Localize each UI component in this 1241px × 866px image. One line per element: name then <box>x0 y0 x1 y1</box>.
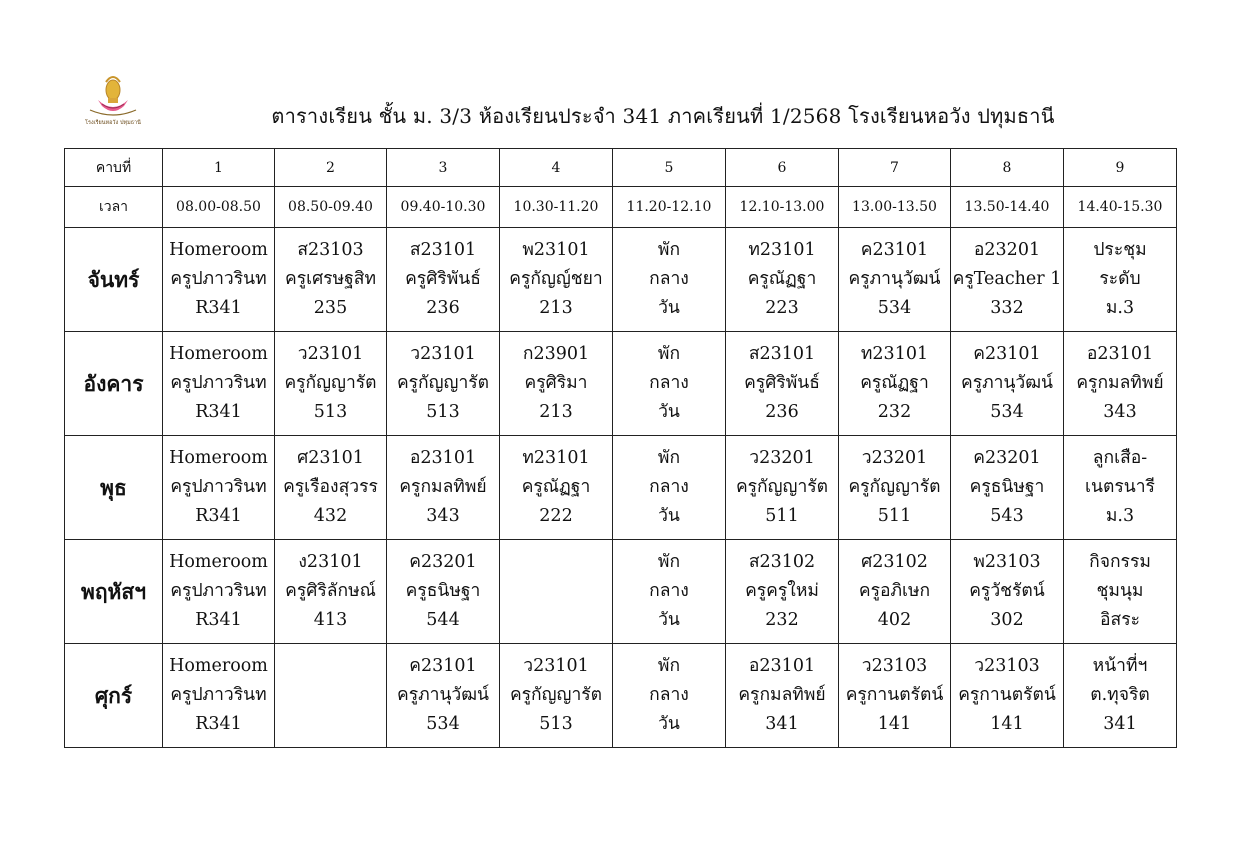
teacher-name: ครูปภาวรินท <box>170 581 267 601</box>
subject-code: ท23101 <box>522 448 590 468</box>
class-cell <box>387 540 500 644</box>
room-number: วัน <box>658 714 680 734</box>
teacher-name: ครูภานุวัฒน์ <box>960 373 1054 393</box>
timetable <box>64 148 1177 748</box>
room-number: 534 <box>877 298 912 318</box>
room-number <box>275 710 386 739</box>
teacher-name: ครูณัฏฐา <box>860 373 929 393</box>
teacher-name: กลาง <box>649 477 689 497</box>
teacher-name: ครูกัญญ์ชยา <box>509 269 603 289</box>
room-number: 544 <box>426 610 460 630</box>
class-cell <box>951 436 1064 540</box>
subject-code: อ23101 <box>748 656 816 676</box>
period-number: 7 <box>839 149 951 187</box>
room-number: วัน <box>658 506 680 526</box>
teacher-name: กลาง <box>649 269 689 289</box>
class-cell <box>387 436 500 540</box>
period-number: 4 <box>500 149 613 187</box>
room-number: 213 <box>539 298 573 318</box>
class-cell <box>500 644 613 748</box>
class-cell <box>726 540 839 644</box>
room-number: 413 <box>313 610 348 630</box>
subject-code: ประชุม <box>1093 240 1147 260</box>
teacher-name: ครูศิริพันธ์ <box>744 373 820 393</box>
class-cell <box>613 332 726 436</box>
room-number: 332 <box>990 298 1024 318</box>
room-number: 513 <box>539 714 573 734</box>
room-number: วัน <box>658 298 680 318</box>
class-cell <box>500 540 613 644</box>
room-number: 302 <box>990 610 1024 630</box>
period-number: 6 <box>726 149 839 187</box>
room-number: 232 <box>877 402 912 422</box>
class-cell <box>839 332 951 436</box>
class-cell <box>951 332 1064 436</box>
teacher-name <box>275 681 386 710</box>
period-number: 8 <box>951 149 1064 187</box>
room-number: 223 <box>765 298 799 318</box>
period-number: 2 <box>275 149 387 187</box>
subject-code: ค23101 <box>973 344 1041 364</box>
subject-code: อ23201 <box>973 240 1041 260</box>
subject-code: พัก <box>657 344 681 364</box>
subject-code: ส23101 <box>748 344 816 364</box>
teacher-name: ครูเรืองสุวรร <box>283 477 378 497</box>
room-number: 341 <box>765 714 799 734</box>
class-cell <box>500 228 613 332</box>
room-number: R341 <box>195 298 242 318</box>
class-cell <box>275 644 387 748</box>
subject-code: ว23101 <box>410 344 476 364</box>
subject-code: ท23101 <box>748 240 816 260</box>
room-number: 513 <box>426 402 460 422</box>
teacher-name: ครูกมลทิพย์ <box>738 685 826 705</box>
room-number: 222 <box>539 506 573 526</box>
class-cell <box>275 228 387 332</box>
room-number: 341 <box>1103 714 1137 734</box>
teacher-name: ครูกัญญารัต <box>848 477 941 497</box>
room-number: 543 <box>990 506 1024 526</box>
subject-code: ว23201 <box>749 448 815 468</box>
subject-code: Homeroom <box>169 240 268 260</box>
room-number: 141 <box>990 714 1024 734</box>
teacher-name: ครูกัญญารัต <box>284 373 377 393</box>
period-header-row <box>65 149 1177 187</box>
class-cell <box>613 436 726 540</box>
class-cell <box>163 644 275 748</box>
subject-code: กิจกรรม <box>1089 552 1151 572</box>
period-number: 9 <box>1064 149 1177 187</box>
room-number <box>500 606 612 635</box>
teacher-name: ครูณัฏฐา <box>521 477 591 497</box>
room-number: 402 <box>877 610 912 630</box>
room-number: 432 <box>313 506 348 526</box>
period-label: คาบที่ <box>65 149 163 187</box>
subject-code: ศ23102 <box>861 552 928 572</box>
time-header-row <box>65 187 1177 228</box>
class-cell <box>163 436 275 540</box>
room-number: R341 <box>195 506 242 526</box>
teacher-name: ครูกมลทิพย์ <box>1076 373 1164 393</box>
class-cell <box>726 644 839 748</box>
room-number: 513 <box>313 402 348 422</box>
day-row <box>65 540 1177 644</box>
subject-code: อ23101 <box>409 448 477 468</box>
room-number: R341 <box>195 714 242 734</box>
period-number: 1 <box>163 149 275 187</box>
room-number: 232 <box>765 610 799 630</box>
teacher-name: ครูกานตรัตน์ <box>845 685 944 705</box>
teacher-name: ครูกานตรัตน์ <box>958 685 1056 705</box>
class-cell <box>1064 540 1177 644</box>
period-time: 08.50-09.40 <box>275 187 387 228</box>
teacher-name: ครูศิริมา <box>524 373 588 393</box>
period-time: 13.00-13.50 <box>839 187 951 228</box>
class-cell <box>387 228 500 332</box>
period-time: 13.50-14.40 <box>951 187 1064 228</box>
day-name: พุธ <box>65 436 163 540</box>
class-cell <box>1064 332 1177 436</box>
room-number: ม.3 <box>1105 506 1135 526</box>
teacher-name: ครูเศรษฐสิท <box>284 269 376 289</box>
teacher-name: ครูศิริลักษณ์ <box>285 581 376 601</box>
class-cell <box>163 228 275 332</box>
teacher-name: ครูภานุวัฒน์ <box>396 685 490 705</box>
class-cell <box>726 436 839 540</box>
room-number: R341 <box>195 610 242 630</box>
class-cell <box>163 540 275 644</box>
teacher-name: ครูภานุวัฒน์ <box>848 269 941 289</box>
class-cell <box>387 644 500 748</box>
teacher-name: กลาง <box>649 373 689 393</box>
teacher-name: ครูTeacher 1 <box>952 269 1062 289</box>
subject-code: พัก <box>657 656 681 676</box>
room-number: 511 <box>877 506 912 526</box>
subject-code: ส23101 <box>409 240 477 260</box>
teacher-name: ครูปภาวรินท <box>170 269 267 289</box>
teacher-name: ครูปภาวรินท <box>170 373 267 393</box>
subject-code: Homeroom <box>169 552 268 572</box>
subject-code: Homeroom <box>169 344 268 364</box>
room-number: 141 <box>877 714 912 734</box>
day-row <box>65 436 1177 540</box>
class-cell <box>275 540 387 644</box>
class-cell <box>726 228 839 332</box>
teacher-name: เนตรนารี <box>1085 477 1155 497</box>
subject-code: ส23103 <box>297 240 364 260</box>
school-logo <box>80 70 146 128</box>
teacher-name: ครูศิริพันธ์ <box>405 269 481 289</box>
class-cell <box>275 436 387 540</box>
teacher-name: ครูกมลทิพย์ <box>399 477 487 497</box>
class-cell <box>1064 436 1177 540</box>
room-number: 343 <box>426 506 460 526</box>
subject-code: พ23103 <box>973 552 1041 572</box>
room-number: ม.3 <box>1105 298 1135 318</box>
period-time: 14.40-15.30 <box>1064 187 1177 228</box>
room-number: 534 <box>426 714 460 734</box>
room-number: 343 <box>1103 402 1137 422</box>
teacher-name: กลาง <box>649 685 689 705</box>
class-cell <box>613 540 726 644</box>
subject-code: ง23101 <box>298 552 363 572</box>
class-cell <box>951 228 1064 332</box>
page-title: ตารางเรียน ชั้น ม. 3/3 ห้องเรียนประจำ 341 ภาคเรียนที่ 1/2568 โรงเรียนหอวัง ปทุมธานี <box>271 104 1055 128</box>
class-cell <box>839 436 951 540</box>
subject-code <box>500 548 612 577</box>
subject-code: ว23101 <box>523 656 589 676</box>
day-name: อังคาร <box>65 332 163 436</box>
teacher-name: ครูกัญญารัต <box>396 373 490 393</box>
class-cell <box>839 644 951 748</box>
teacher-name: ครูกัญญารัต <box>735 477 829 497</box>
teacher-name: ครูกัญญารัต <box>509 685 603 705</box>
teacher-name: ครูปภาวรินท <box>170 477 267 497</box>
period-time: 08.00-08.50 <box>163 187 275 228</box>
teacher-name: ต.ทุจริต <box>1090 685 1150 705</box>
room-number: 213 <box>539 402 573 422</box>
period-time: 12.10-13.00 <box>726 187 839 228</box>
period-number: 3 <box>387 149 500 187</box>
teacher-name <box>500 577 612 606</box>
room-number: 534 <box>990 402 1024 422</box>
teacher-name: ครูครูใหม่ <box>745 581 819 601</box>
class-cell <box>387 332 500 436</box>
period-number: 5 <box>613 149 726 187</box>
period-time: 09.40-10.30 <box>387 187 500 228</box>
teacher-name: ครูอภิเษก <box>858 581 931 601</box>
subject-code: ค23101 <box>409 656 477 676</box>
class-cell <box>613 228 726 332</box>
room-number: วัน <box>658 610 680 630</box>
time-label: เวลา <box>65 187 163 228</box>
subject-code: ค23201 <box>409 552 477 572</box>
subject-code: หน้าที่ฯ <box>1092 656 1148 676</box>
subject-code: ว23103 <box>974 656 1040 676</box>
subject-code: ว23201 <box>861 448 928 468</box>
class-cell <box>1064 644 1177 748</box>
class-cell <box>275 332 387 436</box>
room-number: R341 <box>195 402 242 422</box>
subject-code: ท23101 <box>860 344 929 364</box>
subject-code: ศ23101 <box>297 448 364 468</box>
room-number: 235 <box>313 298 348 318</box>
class-cell <box>500 332 613 436</box>
logo-caption: โรงเรียนหอวัง ปทุมธานี <box>85 120 141 126</box>
subject-code: พัก <box>657 552 681 572</box>
room-number: 236 <box>765 402 799 422</box>
day-name: ศุกร์ <box>65 644 163 748</box>
teacher-name: ครูธนิษฐา <box>969 477 1045 497</box>
room-number: 236 <box>426 298 460 318</box>
class-cell <box>163 332 275 436</box>
subject-code: ก23901 <box>522 344 590 364</box>
subject-code: ว23103 <box>861 656 928 676</box>
subject-code: ส23102 <box>748 552 816 572</box>
day-name: พฤหัสฯ <box>65 540 163 644</box>
subject-code <box>275 652 386 681</box>
room-number: วัน <box>658 402 680 422</box>
class-cell <box>613 644 726 748</box>
subject-code: ว23101 <box>297 344 364 364</box>
class-cell <box>839 540 951 644</box>
teacher-name: ครูวัชรัตน์ <box>969 581 1045 601</box>
subject-code: ลูกเสือ- <box>1092 448 1148 468</box>
teacher-name: ครูธนิษฐา <box>405 581 481 601</box>
teacher-name: ครูปภาวรินท <box>170 685 267 705</box>
subject-code: Homeroom <box>169 448 268 468</box>
class-cell <box>500 436 613 540</box>
day-name: จันทร์ <box>65 228 163 332</box>
teacher-name: ครูณัฏฐา <box>747 269 817 289</box>
class-cell <box>726 332 839 436</box>
class-cell <box>839 228 951 332</box>
subject-code: Homeroom <box>169 656 268 676</box>
teacher-name: ระดับ <box>1099 269 1141 289</box>
teacher-name: ชุมนุม <box>1096 581 1144 601</box>
room-number: อิสระ <box>1100 610 1140 630</box>
period-time: 10.30-11.20 <box>500 187 613 228</box>
room-number: 511 <box>765 506 799 526</box>
subject-code: ค23201 <box>973 448 1041 468</box>
subject-code: พัก <box>657 240 681 260</box>
day-row <box>65 228 1177 332</box>
subject-code: พัก <box>657 448 681 468</box>
subject-code: อ23101 <box>1086 344 1154 364</box>
period-time: 11.20-12.10 <box>613 187 726 228</box>
day-row <box>65 332 1177 436</box>
subject-code: พ23101 <box>522 240 590 260</box>
subject-code: ค23101 <box>860 240 929 260</box>
teacher-name: กลาง <box>649 581 689 601</box>
day-row <box>65 644 1177 748</box>
class-cell <box>951 644 1064 748</box>
class-cell <box>1064 228 1177 332</box>
class-cell <box>951 540 1064 644</box>
